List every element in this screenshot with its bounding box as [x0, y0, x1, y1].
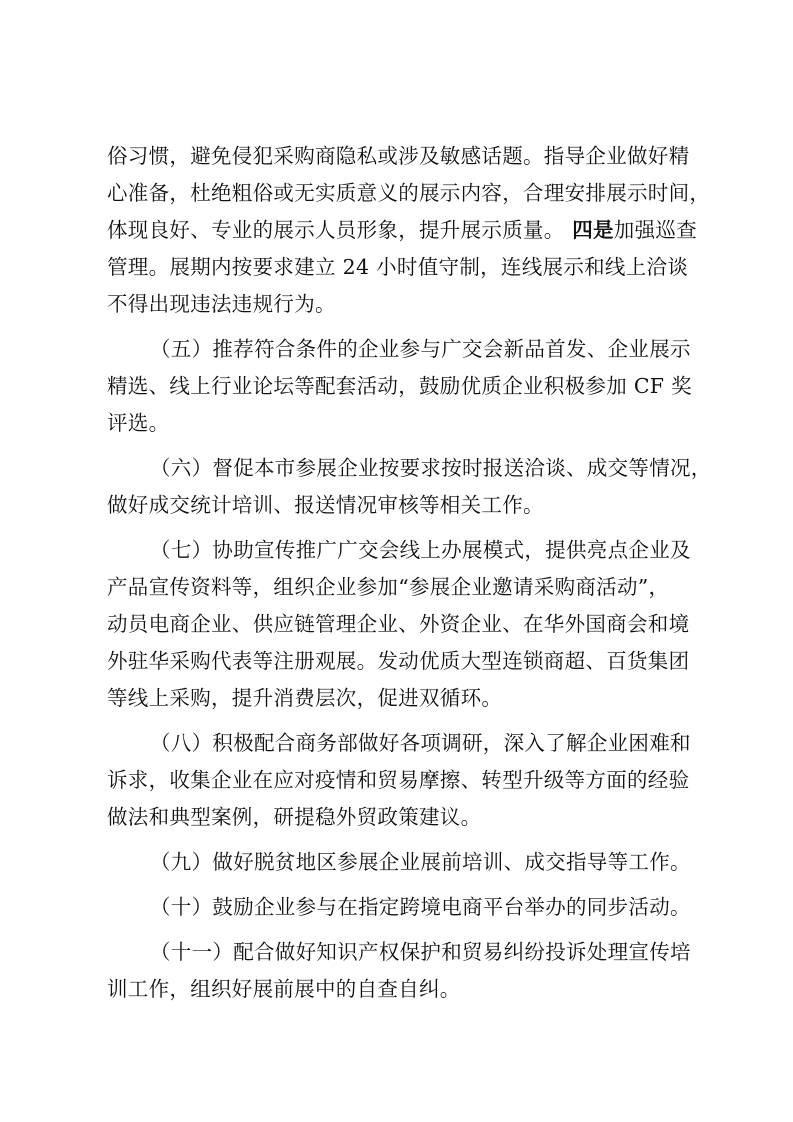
paragraph-item-9	[107, 844, 697, 881]
text-line: （九）做好脱贫地区参展企业展前培训、成交指导等工作。	[150, 850, 691, 874]
text-line: （八）积极配合商务部做好各项调研，深入了解企业困难和	[150, 731, 691, 755]
text-line: 精选、线上行业论坛等配套活动，鼓励优质企业积极参加 CF 奖	[107, 374, 692, 398]
bold-emphasis: 四是	[572, 218, 614, 242]
text-line: （十）鼓励企业参与在指定跨境电商平台举办的同步活动。	[150, 895, 691, 919]
text-segment: 加强巡查	[613, 218, 697, 242]
text-line: 诉求，收集企业在应对疫情和贸易摩擦、转型升级等方面的经验	[107, 768, 690, 792]
text-line: 等线上采购，提升消费层次，促进双循环。	[107, 686, 503, 710]
paragraph-item-10	[107, 889, 697, 926]
paragraph-item-7	[107, 532, 697, 717]
text-line	[107, 212, 697, 249]
text-line: 动员电商企业、供应链管理企业、外资企业、在华外国商会和境	[107, 612, 690, 636]
text-line: 训工作，组织好展前展中的自查自纠。	[107, 977, 461, 1001]
paragraph-continuation	[107, 138, 711, 323]
text-line: 外驻华采购代表等注册观展。发动优质大型连锁商超、百货集团	[107, 649, 690, 673]
paragraph-item-8	[107, 725, 697, 836]
text-line: 俗习惯，避免侵犯采购商隐私或涉及敏感话题。指导企业做好精	[107, 144, 690, 168]
text-line: 评选。	[107, 411, 170, 435]
text-line: （十一）配合做好知识产权保护和贸易纠纷投诉处理宣传培	[150, 940, 691, 964]
text-line: （五）推荐符合条件的企业参与广交会新品首发、企业展示	[150, 337, 691, 361]
text-line: 做好成交统计培训、报送情况审核等相关工作。	[107, 493, 544, 517]
text-segment: 体现良好、专业的展示人员形象，提升展示质量。	[107, 218, 565, 242]
text-line: 管理。展期内按要求建立 24 小时值守制，连线展示和线上洽谈	[107, 255, 689, 279]
text-line: 心准备，杜绝粗俗或无实质意义的展示内容，合理安排展示时间，	[107, 181, 711, 205]
paragraph-item-6	[107, 450, 712, 524]
text-line: （七）协助宣传推广广交会线上办展模式，提供亮点企业及	[150, 538, 691, 562]
paragraph-item-5	[107, 331, 697, 442]
paragraph-item-11	[107, 934, 697, 1008]
text-line: 产品宣传资料等，组织企业参加“参展企业邀请采购商活动”，	[107, 575, 670, 599]
text-line: 不得出现违法违规行为。	[107, 292, 336, 316]
document-page	[107, 138, 712, 1016]
text-line: （六）督促本市参展企业按要求按时报送洽谈、成交等情况，	[150, 456, 712, 480]
text-line: 做法和典型案例，研提稳外贸政策建议。	[107, 805, 482, 829]
text-segment-bold	[572, 212, 697, 249]
